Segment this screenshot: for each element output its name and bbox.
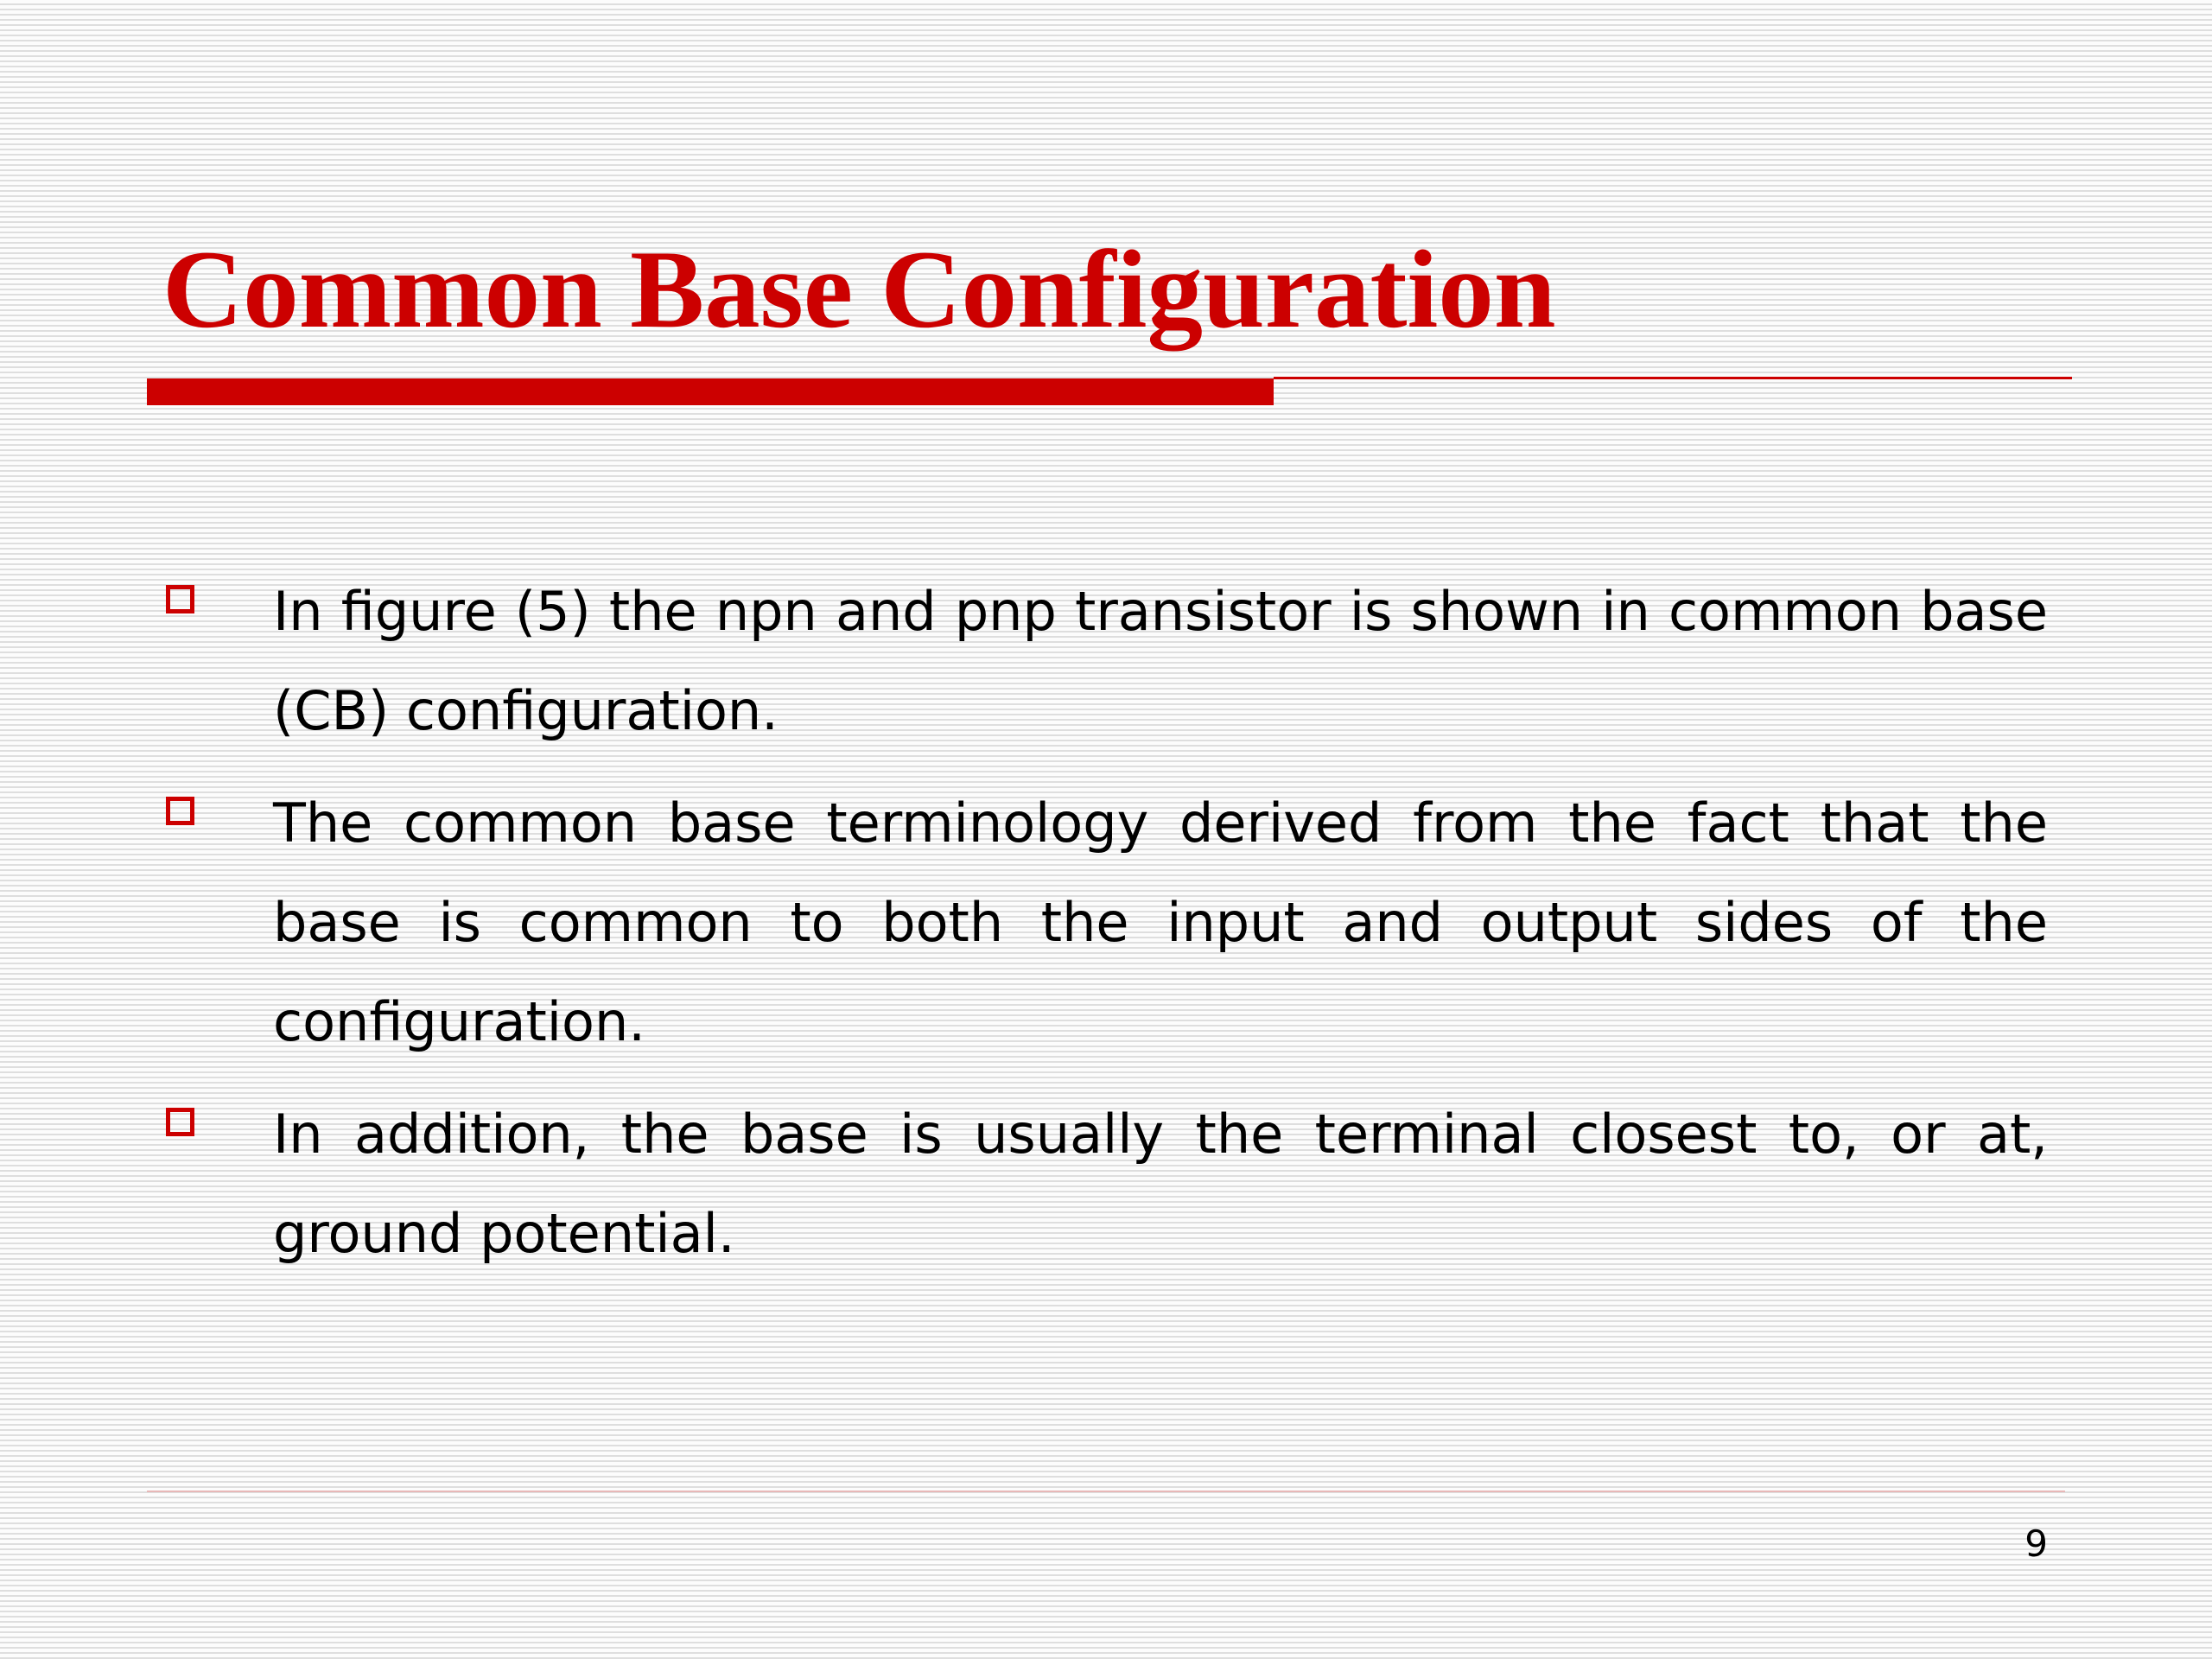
list-item [164, 562, 2048, 760]
bullet-text: In addition, the base is usually the terminal closest to, or at, ground potential. [273, 1103, 2048, 1265]
slide-title: Common Base Configuration [162, 227, 1556, 351]
title-underline-thick [147, 378, 1274, 405]
bullet-text: In figure (5) the npn and pnp transistor is shown in common base (CB) configuration. [273, 580, 2048, 742]
bullet-text: The common base terminology derived from the fact that the base is common to both the input and output sides of the configuration. [273, 791, 2048, 1053]
hollow-square-icon [166, 585, 194, 613]
list-item [164, 773, 2048, 1071]
page-number: 9 [2024, 1522, 2048, 1565]
hollow-square-icon [166, 797, 194, 825]
bullet-list [164, 562, 2048, 1296]
title-underline-thin [1274, 377, 2072, 379]
hollow-square-icon [166, 1108, 194, 1136]
footer-divider [147, 1491, 2065, 1492]
list-item [164, 1084, 2048, 1283]
